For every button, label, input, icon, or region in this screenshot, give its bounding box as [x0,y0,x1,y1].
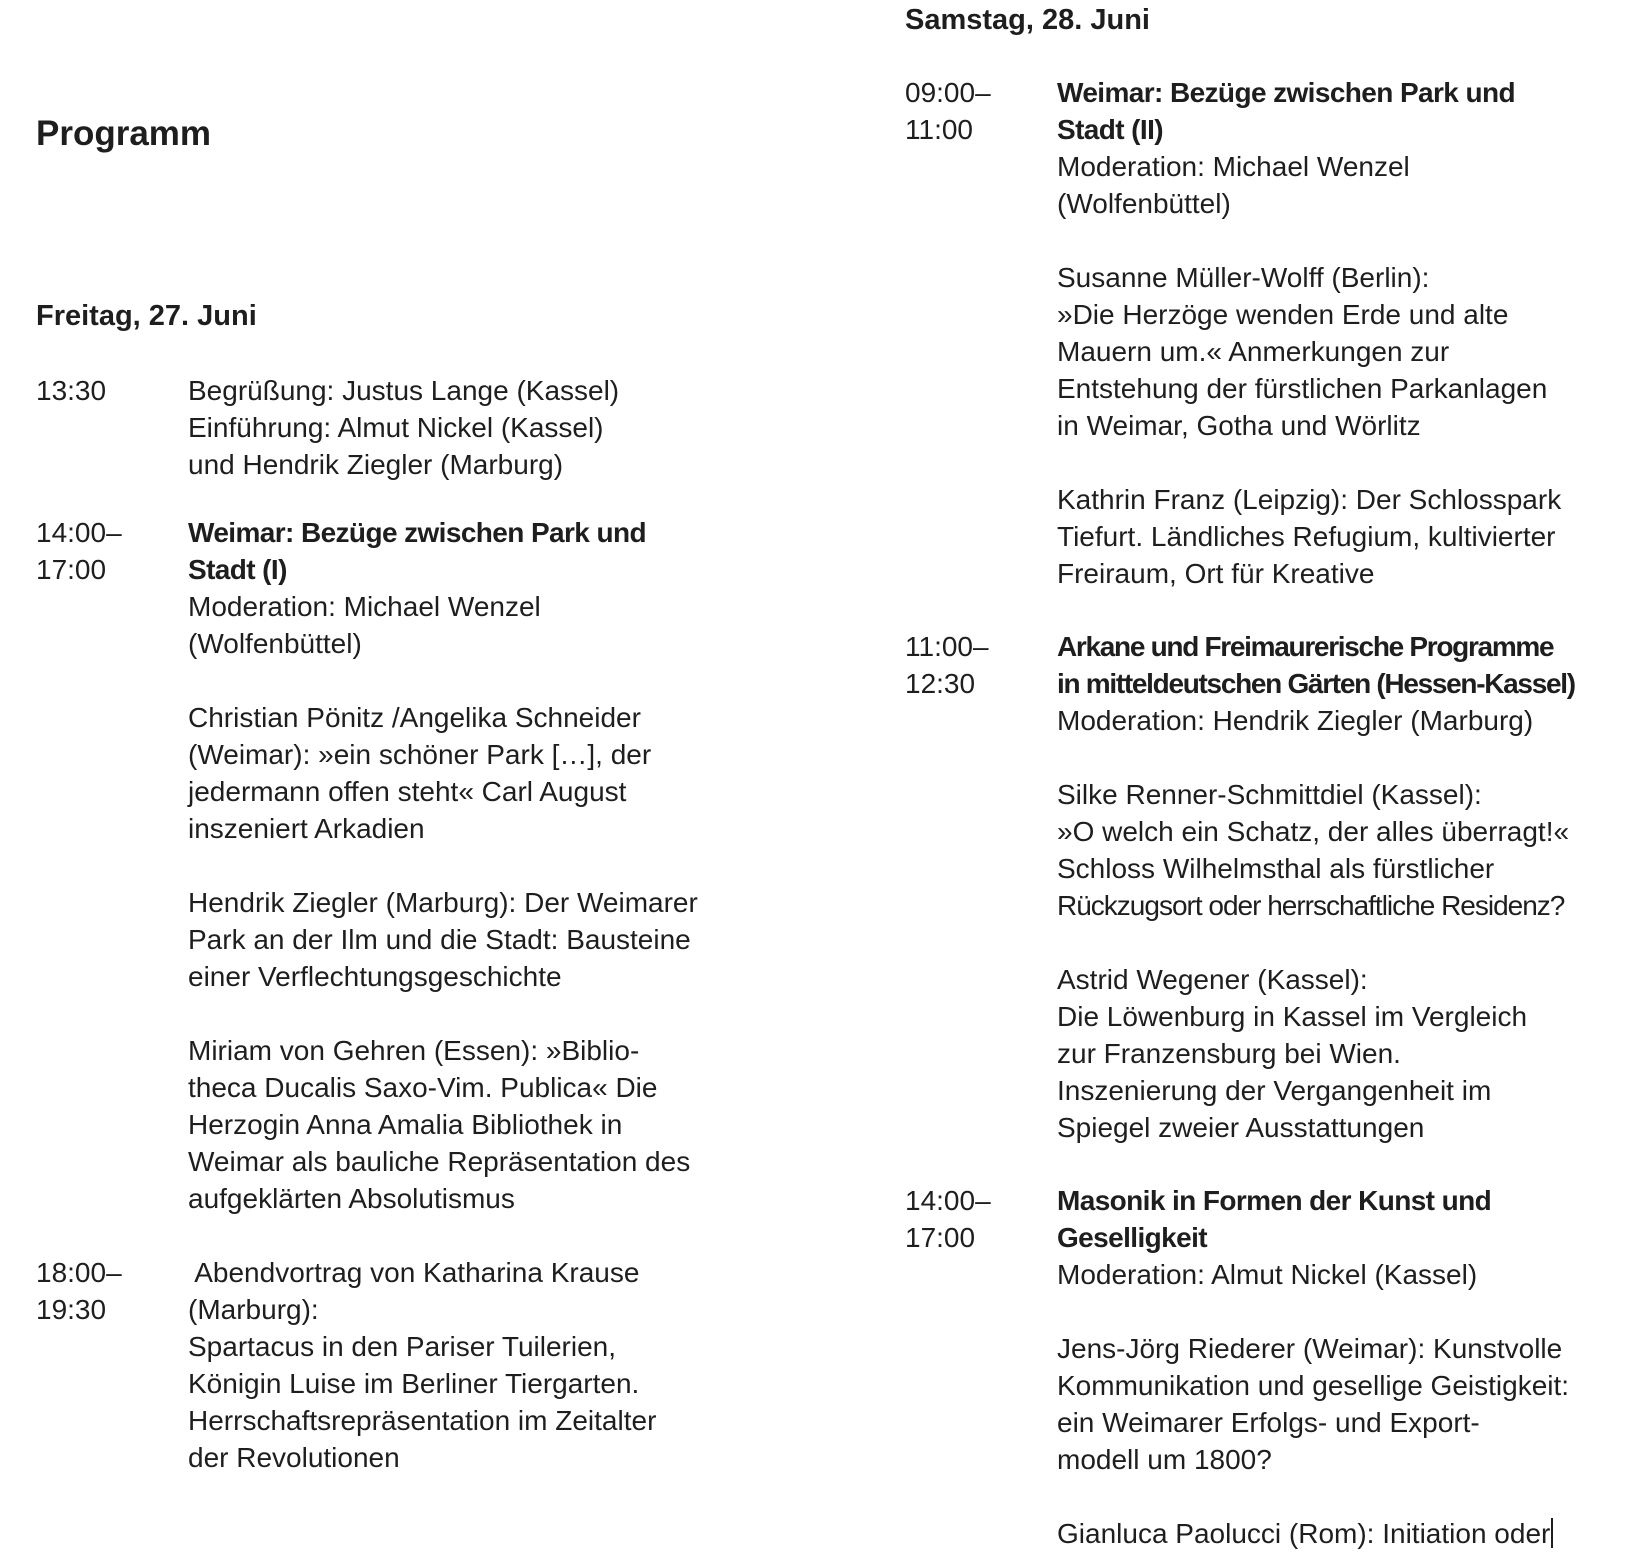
evening-lecture: Abendvortrag von Katharina Krause [188,1257,640,1288]
session-title: Stadt (I) [188,554,287,585]
session-title: Stadt (II) [1057,114,1163,145]
talk: Astrid Wegener (Kassel): Die Löwenburg in Kassel im Vergleich zur Franzensburg bei Wien. Inszenierung der Vergangenheit im Spiegel zweier Ausstattungen [1057,964,1528,1143]
day-heading-saturday: Samstag, 28. Juni [905,4,1150,36]
slot-line: Einführung: Almut Nickel (Kassel) [188,412,604,443]
session-title: Geselligkeit [1057,1222,1207,1253]
slot-content [1057,628,1575,1146]
day-heading-friday: Freitag, 27. Juni [36,300,257,332]
slot-content [1057,74,1561,592]
moderation: Moderation: Michael Wenzel [1057,151,1410,182]
text-cursor [1551,1518,1553,1548]
slot-time: 14:00– 17:00 [36,517,122,585]
talk: Christian Pönitz /Angelika Schneider (Weimar): »ein schöner Park […], der jedermann offen steht« Carl August inszeniert Arkadien [188,702,652,844]
moderation: Moderation: Michael Wenzel [188,591,541,622]
session-title: Masonik in Formen der Kunst und [1057,1185,1492,1216]
moderation: Moderation: Almut Nickel (Kassel) [1057,1259,1478,1290]
talk: Jens-Jörg Riederer (Weimar): Kunstvolle Kommunikation und gesellige Geistigkeit: ein Weimarer Erfolgs- und Export- modell um 1800? [1057,1333,1570,1475]
talk: Susanne Müller-Wolff (Berlin): »Die Herzöge wenden Erde und alte Mauern um.« Anmerkungen zur Entstehung der fürstlichen Parkanlagen in Weimar, Gotha und Wörlitz [1057,262,1548,441]
slot-line: und Hendrik Ziegler (Marburg) [188,449,564,480]
page-title: Programm [36,114,212,153]
session-title: Weimar: Bezüge zwischen Park und [1057,77,1515,108]
slot-line: Königin Luise im Berliner Tiergarten. [188,1368,640,1399]
slot-time: 18:00– 19:30 [36,1257,122,1325]
talk: Miriam von Gehren (Essen): »Biblio- theca Ducalis Saxo-Vim. Publica« Die Herzogin Anna Amalia Bibliothek in Weimar als bauliche Repräsentation des aufgeklärten Absolutismus [188,1035,691,1214]
session-title: in mitteldeutschen Gärten (Hessen-Kassel) [1057,668,1575,699]
slot-line: Spartacus in den Pariser Tuilerien, [188,1331,616,1362]
moderation: (Wolfenbüttel) [1057,188,1231,219]
moderation: Moderation: Hendrik Ziegler (Marburg) [1057,705,1534,736]
slot-time: 14:00– 17:00 [905,1185,991,1253]
session-title: Arkane und Freimaurerische Programme [1057,631,1554,662]
talk: Hendrik Ziegler (Marburg): Der Weimarer Park an der Ilm und die Stadt: Bausteine einer Verflechtungsgeschichte [188,887,698,992]
talk: Silke Renner-Schmittdiel (Kassel): »O welch ein Schatz, der alles überragt!« Schloss Wilhelmsthal als fürstlicher Rückzugsort oder herrschaftliche Residenz? [1057,779,1570,921]
slot-line: der Revolutionen [188,1442,400,1473]
slot-content [188,514,698,1217]
slot-content [1057,1182,1569,1552]
slot-content [188,1254,656,1476]
slot-time: 09:00– 11:00 [905,77,991,145]
talk: Kathrin Franz (Leipzig): Der Schlosspark Tiefurt. Ländliches Refugium, kultivierter Freiraum, Ort für Kreative [1057,484,1562,589]
slot-time: 13:30 [36,375,107,406]
slot-line: (Marburg): [188,1294,319,1325]
slot-line: Herrschaftsrepräsentation im Zeitalter [188,1405,657,1436]
moderation: (Wolfenbüttel) [188,628,362,659]
slot-time: 11:00– 12:30 [905,631,989,699]
session-title: Weimar: Bezüge zwischen Park und [188,517,646,548]
slot-line: Begrüßung: Justus Lange (Kassel) [188,375,620,406]
talk: Gianluca Paolucci (Rom): Initiation oder [1057,1515,1569,1552]
slot-content [188,372,619,483]
